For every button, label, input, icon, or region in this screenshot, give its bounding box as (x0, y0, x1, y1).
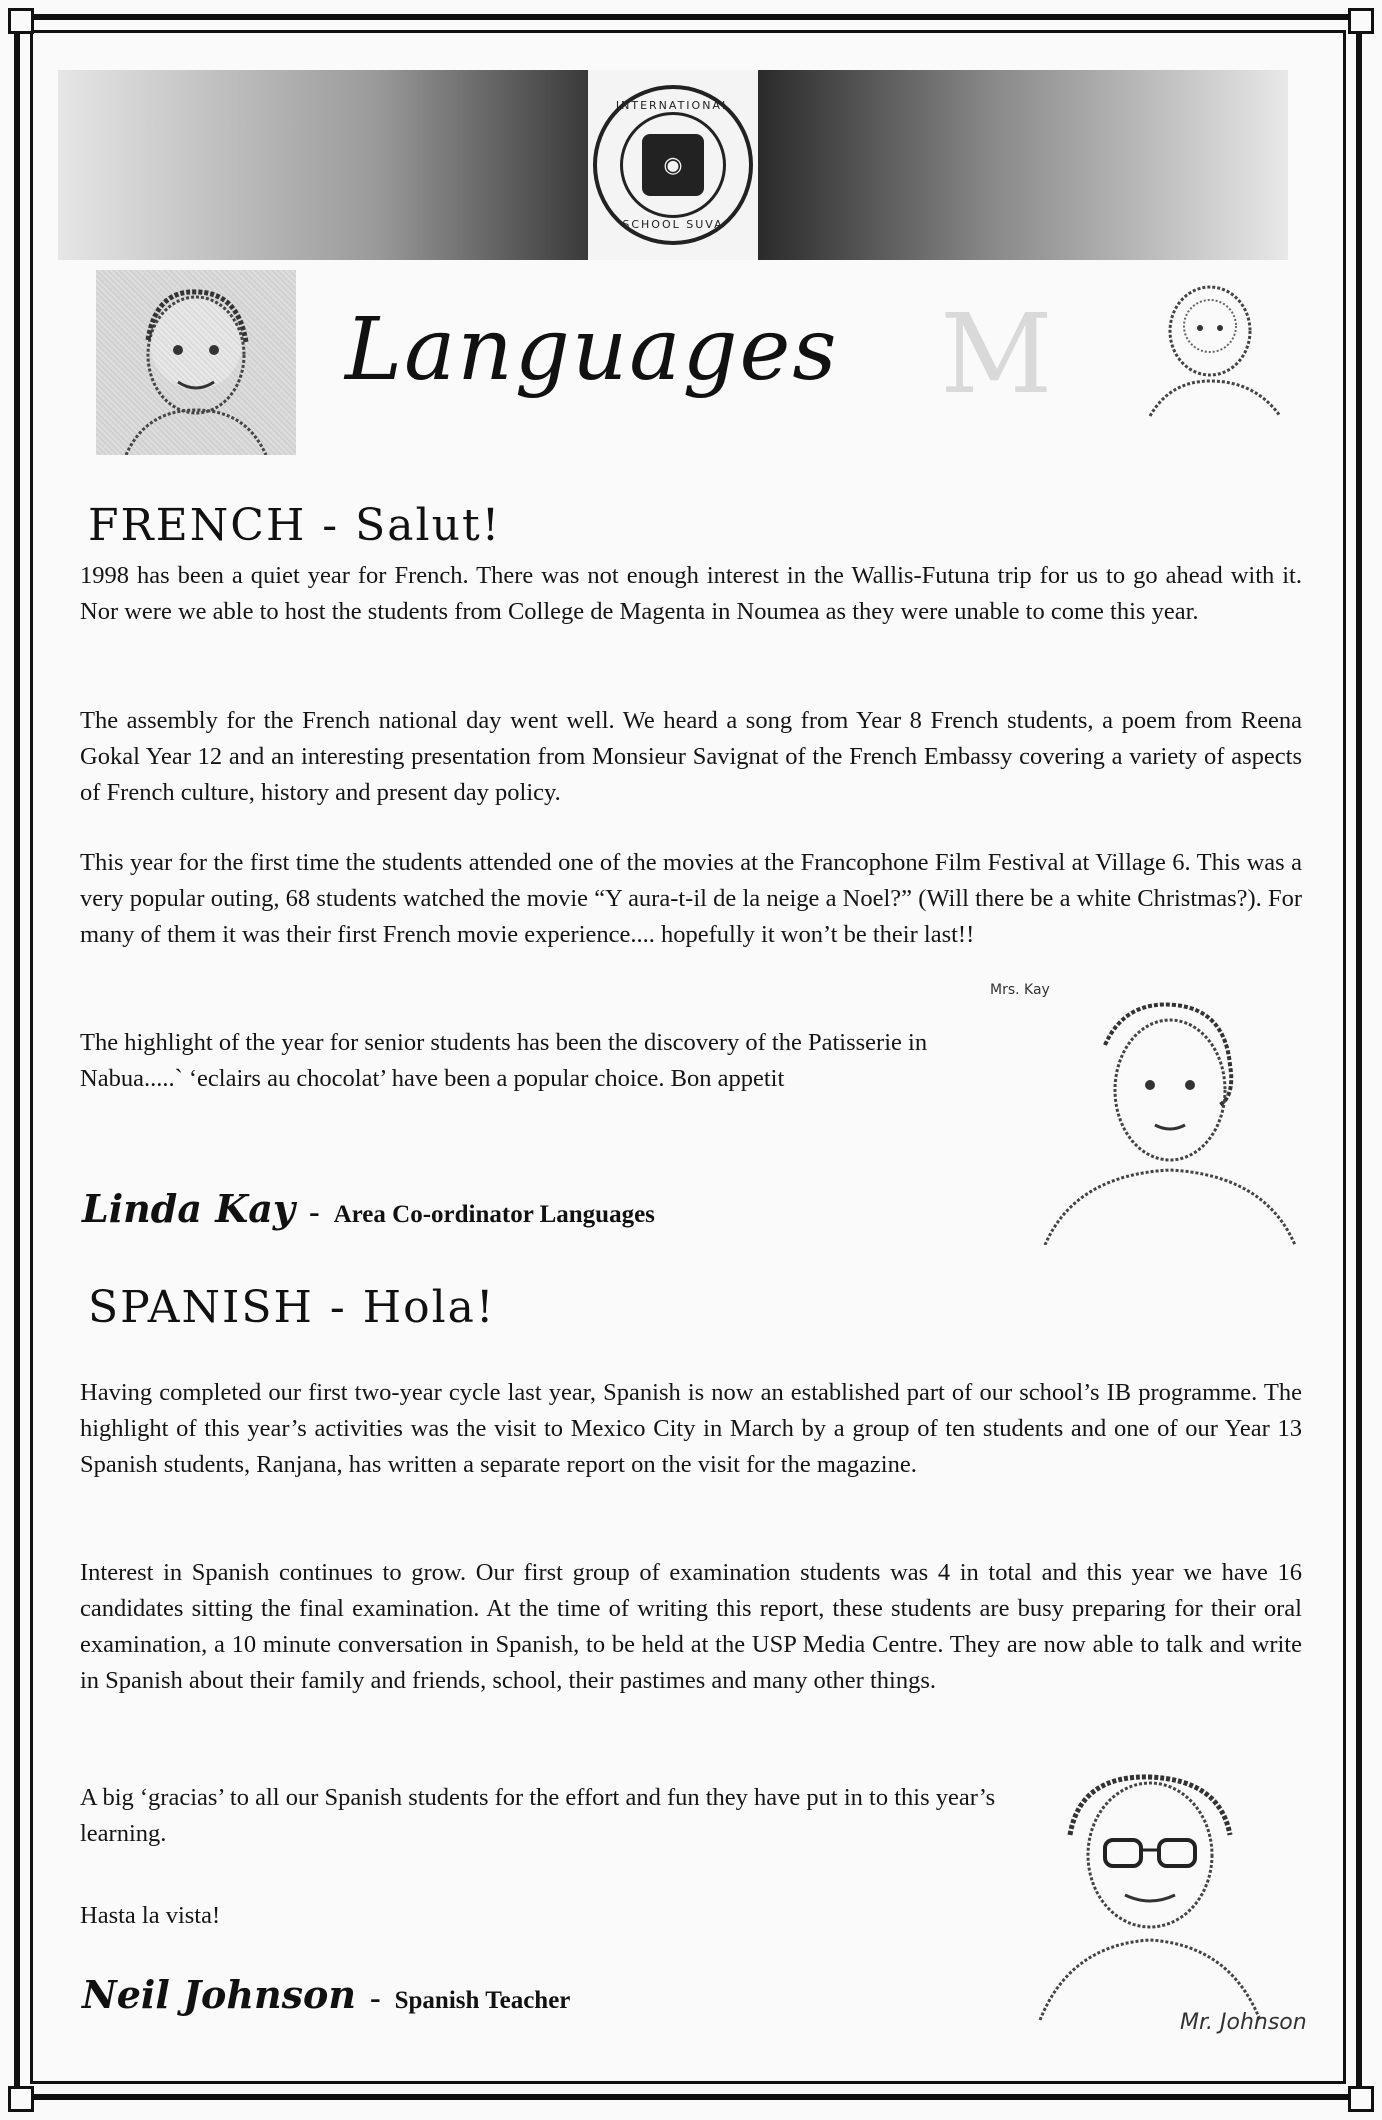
bleed-through-text: M (940, 290, 1057, 418)
seal-text-top: INTERNATIONAL (615, 99, 731, 112)
french-paragraph: The highlight of the year for senior students has been the discovery of the Patisserie in Nabua.....` ‘eclairs au chocolat’ have been a popular choice. Bon appetit (80, 1029, 928, 1092)
page-title: Languages (345, 300, 839, 400)
spanish-paragraph: A big ‘gracias’ to all our Spanish students for the effort and fun they have put in to this year’s learning. (80, 1784, 996, 1847)
signature-role: Spanish Teacher (394, 1987, 571, 2014)
french-paragraph: The assembly for the French national day went well. We heard a song from Year 8 French students, a poem from Reena Gokal Year 12 and an interesting presentation from Monsieur Savignat of the French Embassy covering a variety of aspects of French culture, history and present day policy. (80, 707, 1302, 806)
frame-corner (8, 8, 34, 34)
school-seal-logo (593, 85, 753, 245)
frame-corner (8, 2086, 34, 2112)
french-paragraph: 1998 has been a quiet year for French. There was not enough interest in the Wallis-Futuna trip for us to go ahead with it. Nor were we able to host the students from College de Magenta in Noumea as they were unable to come this year. (80, 562, 1302, 625)
french-signature (82, 1186, 655, 1231)
signature-name: Neil Johnson (82, 1972, 356, 2017)
seal-text-bottom: SCHOOL SUVA (622, 218, 724, 231)
frame-corner (1348, 8, 1374, 34)
portrait-caption: Mr. Johnson (1180, 2010, 1307, 2035)
globe-icon: ◉ (642, 134, 704, 196)
portrait-sketch-top-left (96, 270, 296, 455)
seal-inner-ring (620, 112, 726, 218)
frame-corner (1348, 2086, 1374, 2112)
portrait-caption: Mrs. Kay (990, 982, 1050, 998)
portrait-sketch-top-right (1130, 266, 1315, 456)
banner-logo-cell (588, 70, 758, 260)
banner-gradient-right (758, 70, 1288, 260)
portrait-sketch-spanish-teacher (1010, 1755, 1310, 2025)
spanish-paragraph: Hasta la vista! (80, 1902, 221, 1929)
spanish-paragraph: Interest in Spanish continues to grow. Our first group of examination students was 4 in total and this year we have 16 candidates sitting the final examination. At the time of writing this report, these students are busy preparing for their oral examination, a 10 minute conversation in Spanish, to be held at the USP Media Centre. They are now able to talk and write in Spanish about their family and friends, school, their pastimes and many other things. (80, 1559, 1302, 1694)
spanish-signature (82, 1972, 570, 2017)
signature-role: Area Co-ordinator Languages (333, 1201, 655, 1228)
signature-dash: - (308, 1193, 320, 1229)
banner-gradient-left (58, 70, 588, 260)
french-paragraph: This year for the first time the students attended one of the movies at the Francophone Film Festival at Village 6. This was a very popular outing, 68 students watched the movie “Y aura-t-il de la neige a Noel?” (Will there be a white Christmas?). For many of them it was their first French movie experience.... hopefully it won’t be their last!! (80, 849, 1302, 948)
spanish-paragraph: Having completed our first two-year cycle last year, Spanish is now an established part of our school’s IB programme. The highlight of this year’s activities was the visit to Mexico City in March by a group of ten students and one of our Year 13 Spanish students, Ranjana, has written a separate report on the visit for the magazine. (80, 1379, 1302, 1478)
portrait-sketch-french-teacher (985, 975, 1305, 1245)
french-heading: FRENCH - Salut! (88, 500, 502, 551)
signature-dash: - (369, 1979, 381, 2015)
header-banner (58, 70, 1288, 260)
spanish-heading: SPANISH - Hola! (88, 1282, 496, 1333)
signature-name: Linda Kay (82, 1186, 295, 1231)
